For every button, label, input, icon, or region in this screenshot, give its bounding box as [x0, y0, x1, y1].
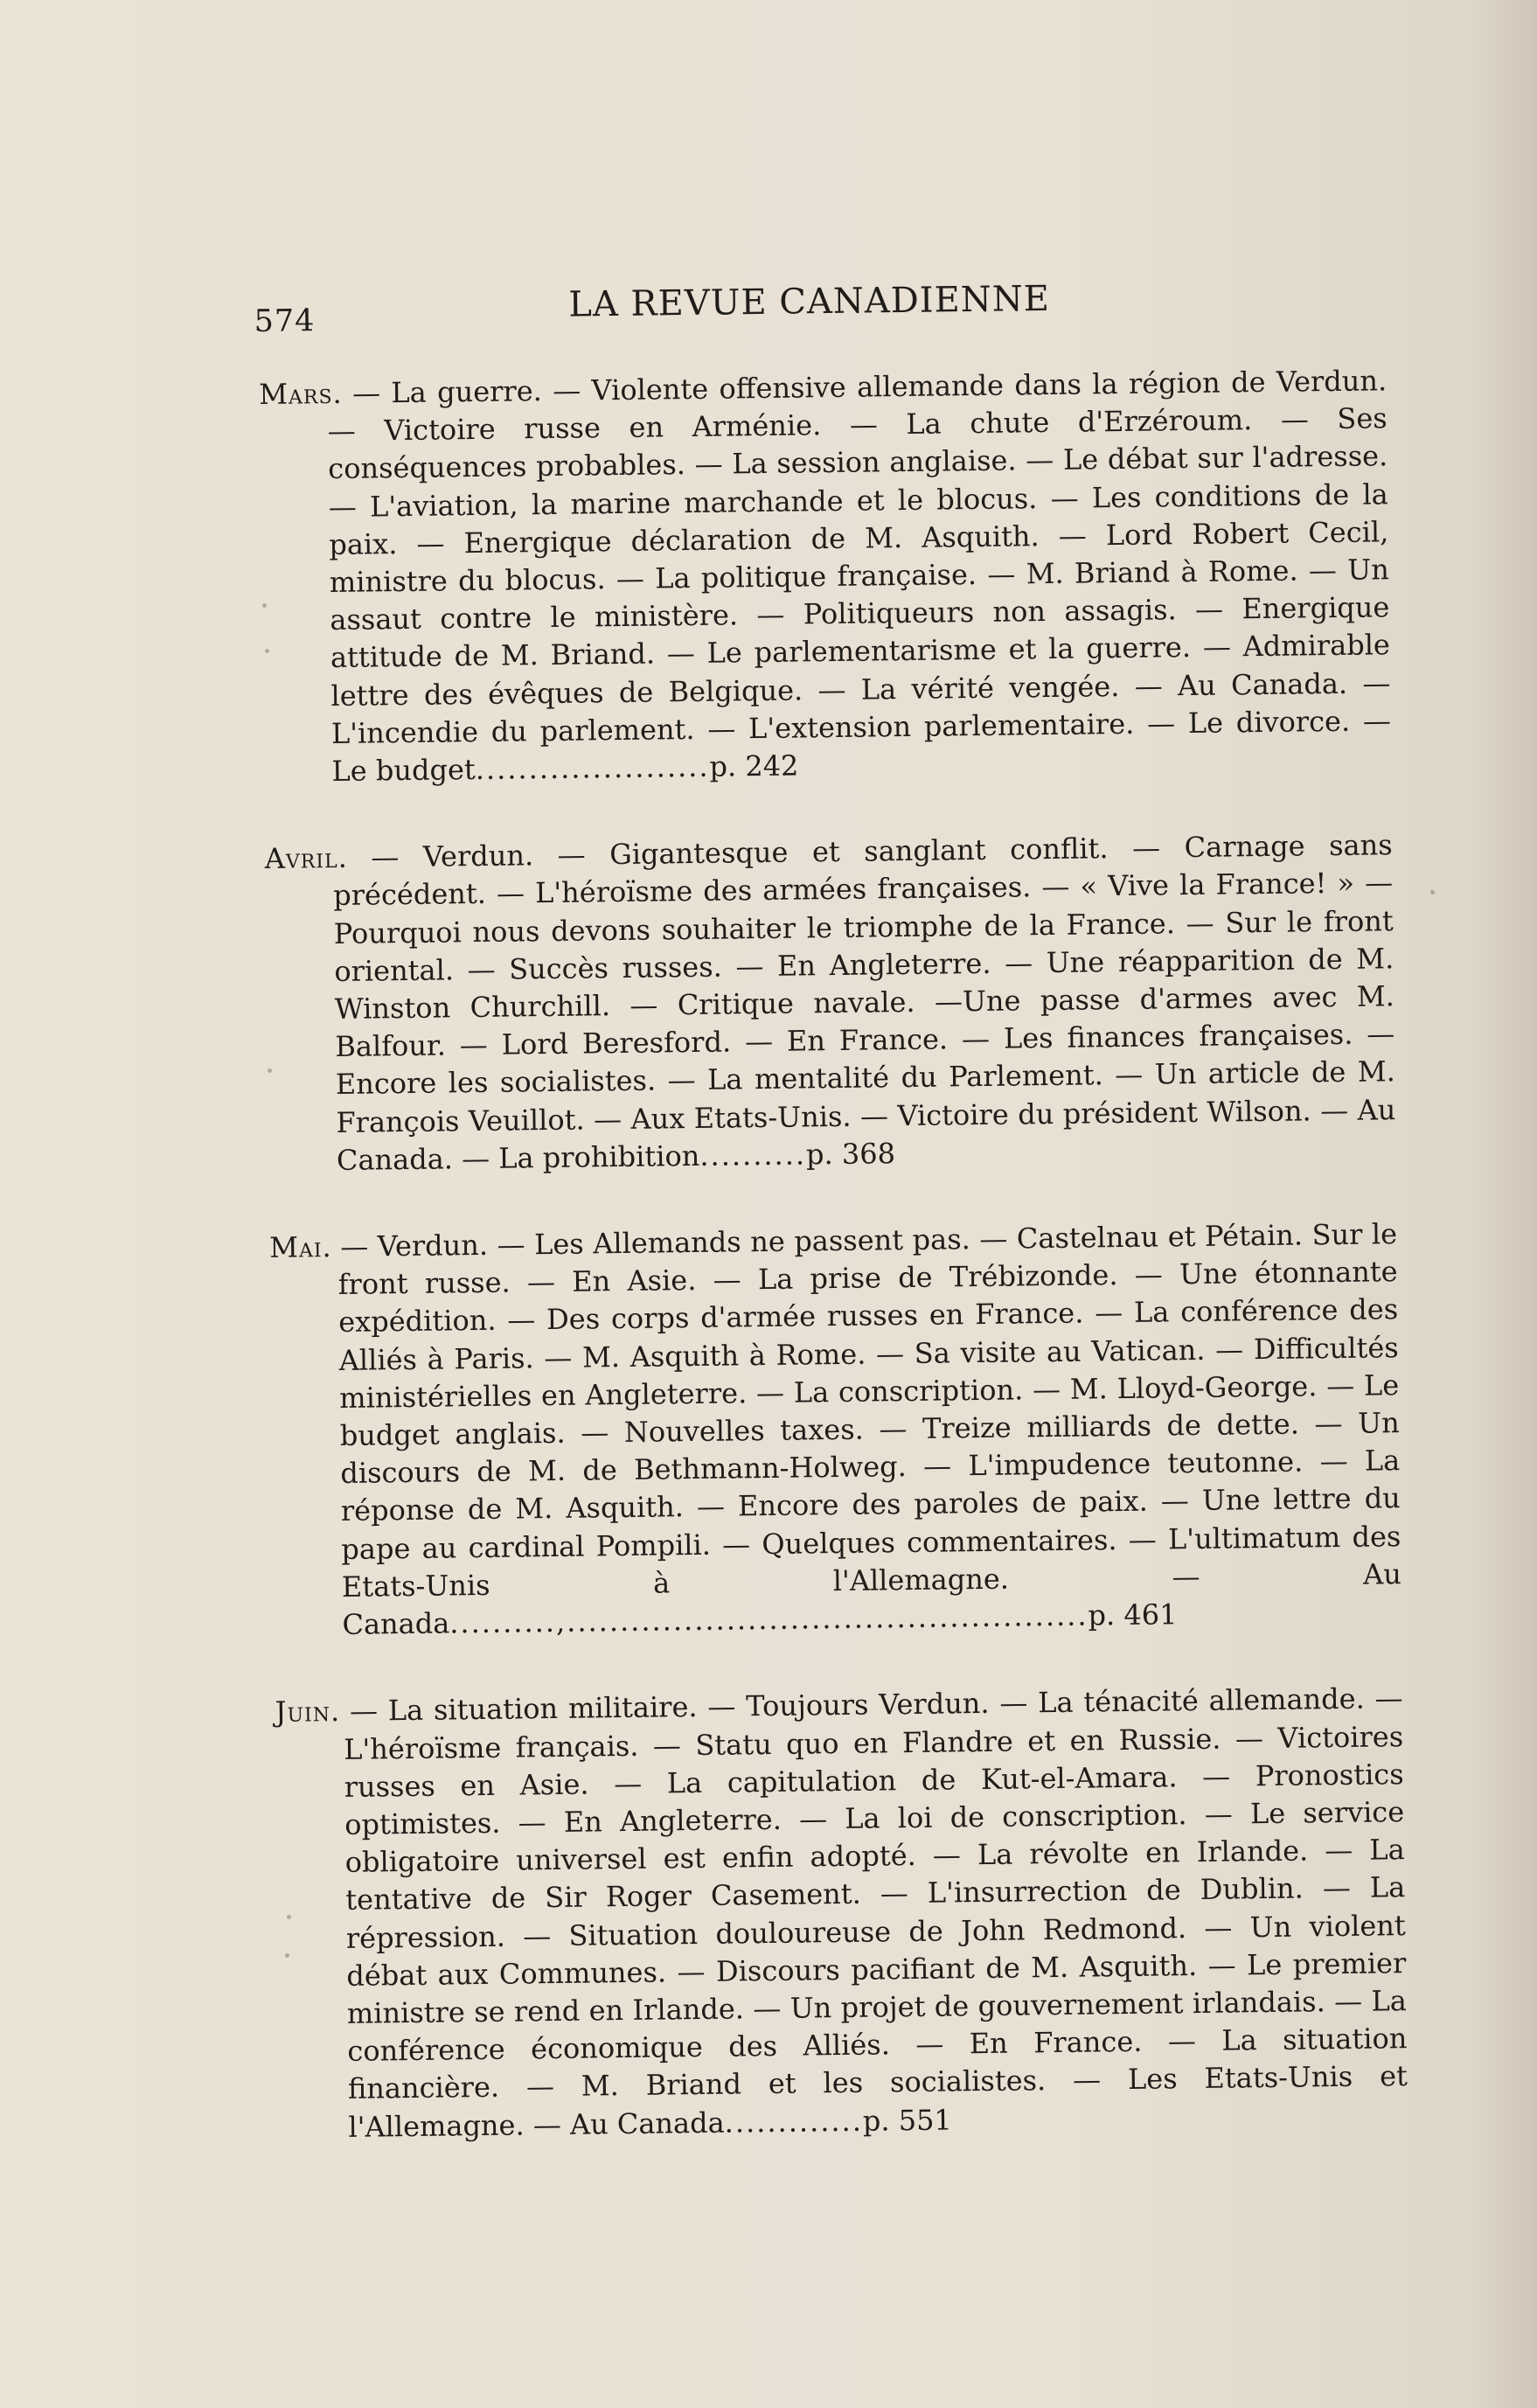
- entry-page-ref: p. 461: [1088, 1597, 1178, 1632]
- paper-speck: [262, 603, 267, 608]
- running-title: LA REVUE CANADIENNE: [568, 278, 1051, 325]
- paper-speck: [265, 649, 269, 653]
- page-header: [254, 268, 1408, 339]
- entry-page-ref: p. 551: [862, 2102, 953, 2138]
- entry-month: Mars: [259, 376, 333, 411]
- entry-page-ref: p. 368: [805, 1137, 896, 1172]
- entry-summary: . — La situation militaire. — Toujours Verdun. — La ténacité allemande. — L'héroïsme français. — Statu quo en Flandre et en Russie. — Victoires russes en Asie. — La capitulation de Kut-el-Amara. — Pronostics optimistes. — En Angleterre. — La loi de conscription. — Le service obligatoire universel est enfin adopté. — La révolte en Irlande. — La tentative de Sir Roger Casement. — L'insurrection de Dublin. — La répression. — Situation douloureuse de John Redmond. — Un violent débat aux Communes. — Discours pacifiant de M. Asquith. — Le premier ministre se rend en Irlande. — Un projet de gouvernement irlandais. — La conférence économique des Alliés. — En France. — La situation financière. — M. Briand et les socialistes. — Les Etats-Unis et l'Allemagne. — Au Canada: [330, 1681, 1408, 2144]
- leader-dots: ......................: [475, 749, 710, 787]
- leader-dots: ..........,.................................................: [449, 1598, 1088, 1640]
- leader-dots: .............: [724, 2104, 864, 2140]
- entry-mai: [269, 1215, 1402, 1645]
- entry-summary: . — Verdun. — Gigantesque et sanglant conflit. — Carnage sans précédent. — L'héroïsme des armées françaises. — « Vive la France! » — Pourquoi nous devons souhaiter le triomphe de la France. — Sur le front oriental. — Succès russes. — En Angleterre. — Une réapparition de M. Winston Churchill. — Critique navale. —Une passe d'armes avec M. Balfour. — Lord Beresford. — En France. — Les finances françaises. — Encore les socialistes. — La mentalité du Parlement. — Un article de M. François Veuillot. — Aux Etats-Unis. — Victoire du président Wilson. — Au Canada. — La prohibition: [333, 828, 1396, 1177]
- entry-avril: [264, 826, 1396, 1180]
- entry-summary: . — La guerre. — Violente offensive allemande dans la région de Verdun. — Victoire russe en Arménie. — La chute d'Erzéroum. — Ses conséquences probables. — La session anglaise. — Le débat sur l'adresse. — L'aviation, la marine marchande et le blocus. — Les conditions de la paix. — Energique déclaration de M. Asquith. — Lord Robert Cecil, ministre du blocus. — La politique française. — M. Briand à Rome. — Un assaut contre le ministère. — Politiqueurs non assagis. — Energique attitude de M. Briand. — Le parlementarisme et la guerre. — Admirable lettre des évêques de Belgique. — La vérité vengée. — Au Canada. — L'incendie du parlement. — L'extension parlementaire. — Le divorce. — Le budget: [327, 364, 1392, 789]
- entry-page-ref: p. 242: [709, 748, 799, 783]
- contents-list: [259, 362, 1408, 2196]
- entry-mars: [259, 362, 1392, 791]
- entry-month: Juin: [275, 1695, 331, 1729]
- leader-dots: ..........: [699, 1138, 807, 1173]
- page-number: 574: [254, 303, 316, 339]
- entry-month: Mai: [268, 1230, 323, 1264]
- paper-speck: [1430, 890, 1435, 894]
- entry-month: Avril: [264, 841, 338, 876]
- paper-speck: [285, 1953, 289, 1958]
- paper-speck: [268, 1068, 272, 1073]
- paper-speck: [287, 1915, 291, 1919]
- entry-juin: [275, 1680, 1408, 2147]
- entry-summary: . — Verdun. — Les Allemands ne passent pas. — Castelnau et Pétain. Sur le front russe. — En Asie. — La prise de Trébizonde. — Une étonnante expédition. — Des corps d'armée russes en France. — La conférence des Alliés à Paris. — M. Asquith à Rome. — Sa visite au Vatican. — Difficultés ministérielles en Angleterre. — La conscription. — M. Lloyd-George. — Le budget anglais. — Nouvelles taxes. — Treize milliards de dette. — Un discours de M. de Bethmann-Holweg. — L'impudence teutonne. — La réponse de M. Asquith. — Encore des paroles de paix. — Une lettre du pape au cardinal Pompili. — Quelques commentaires. — L'ultimatum des Etats-Unis à l'Allemagne. — Au Canada: [322, 1217, 1402, 1642]
